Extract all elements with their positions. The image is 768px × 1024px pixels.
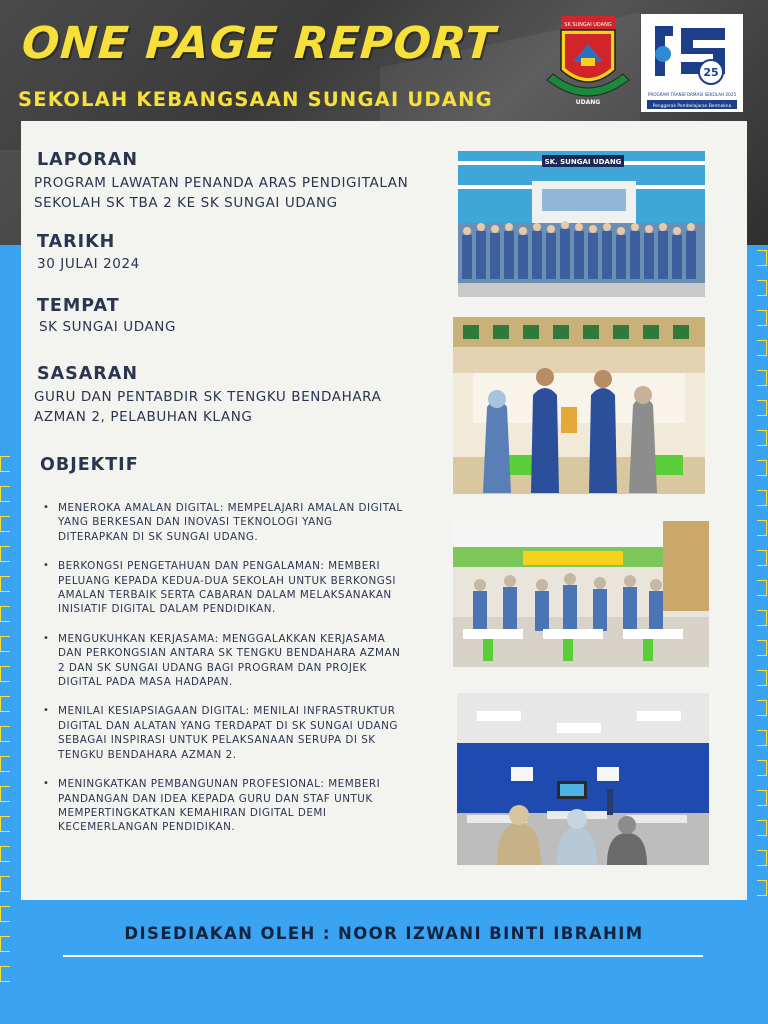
- photo-digital-classroom: [457, 693, 709, 865]
- svg-text:UDANG: UDANG: [575, 99, 601, 106]
- sasaran-text: GURU DAN PENTABDIR SK TENGKU BENDAHARA AZMAN 2, PELABUHAN KLANG: [34, 389, 382, 425]
- ts-logo-tagline: Penggerak Pembelajaran Bermakna: [652, 104, 732, 109]
- photo-handover: [453, 317, 705, 494]
- list-item: • MENGUKUHKAN KERJASAMA: MENGGALAKKAN KERJASAMA DAN PERKONGSIAN ANTARA SK TENGKU BENDAHARA AZMAN 2 DAN SK SUNGAI UDANG BAGI PROGRAM DAN PROJEK DIGITAL PADA MASA HADAPAN.: [43, 632, 403, 690]
- list-item: • BERKONGSI PENGETAHUAN DAN PENGALAMAN: MEMBERI PELUANG KEPADA KEDUA-DUA SEKOLAH UNTUK BERKONGSI AMALAN TERBAIK SERTA CABARAN DALAM MELAKSANAKAN INISIATIF DIGITAL DALAM PENDIDIKAN.: [43, 559, 403, 617]
- school-crest-logo: [543, 14, 633, 114]
- photo-school-group: [458, 151, 705, 297]
- school-name: SEKOLAH KEBANGSAAN SUNGAI UDANG: [18, 88, 493, 111]
- left-dash-decoration: [0, 456, 10, 996]
- tarikh-heading: TARIKH: [37, 232, 116, 252]
- transformasi-sekolah-logo: [641, 14, 743, 112]
- school-sign-text: SK. SUNGAI UDANG: [544, 158, 622, 166]
- laporan-text: PROGRAM LAWATAN PENANDA ARAS PENDIGITALAN SEKOLAH SK TBA 2 KE SK SUNGAI UDANG: [34, 175, 409, 211]
- list-item: • MENINGKATKAN PEMBANGUNAN PROFESIONAL: MEMBERI PANDANGAN DAN IDEA KEPADA GURU DAN STAF UNTUK MEMPERTINGKATKAN KEMAHIRAN DIGITAL DEMI KECEMERLANGAN PENDIDIKAN.: [43, 777, 403, 835]
- crest-label: SK SUNGAI UDANG: [564, 22, 612, 28]
- prepared-by: DISEDIAKAN OLEH : NOOR IZWANI BINTI IBRAHIM: [124, 924, 644, 943]
- tarikh-text: 30 JULAI 2024: [37, 256, 140, 272]
- photo-classroom-seated: [453, 521, 709, 667]
- tempat-heading: TEMPAT: [37, 296, 120, 316]
- objective-list: [43, 501, 403, 850]
- ts-logo-caption: PROGRAM TRANSFORMASI SEKOLAH 2025: [647, 92, 737, 97]
- sasaran-heading: SASARAN: [37, 364, 138, 384]
- list-item: • MENEROKA AMALAN DIGITAL: MEMPELAJARI AMALAN DIGITAL YANG BERKESAN DAN INOVASI TEKNOLOGI YANG DITERAPKAN DI SK SUNGAI UDANG.: [43, 501, 403, 544]
- tempat-text: SK SUNGAI UDANG: [39, 319, 177, 335]
- footer-divider: [63, 955, 703, 957]
- objektif-heading: OBJEKTIF: [40, 455, 139, 475]
- laporan-heading: LAPORAN: [37, 150, 139, 170]
- ts-logo-number: 25: [703, 66, 719, 79]
- report-card: [21, 121, 747, 900]
- list-item: • MENILAI KESIAPSIAGAAN DIGITAL: MENILAI INFRASTRUKTUR DIGITAL DAN ALATAN YANG TERDAPAT DI SK SUNGAI UDANG SEBAGAI INSPIRASI UNTUK PELAKSANAAN SERUPA DI SK TENGKU BENDAHARA AZMAN 2.: [43, 704, 403, 762]
- right-dash-decoration: [757, 250, 767, 910]
- page-title: ONE PAGE REPORT: [20, 18, 498, 69]
